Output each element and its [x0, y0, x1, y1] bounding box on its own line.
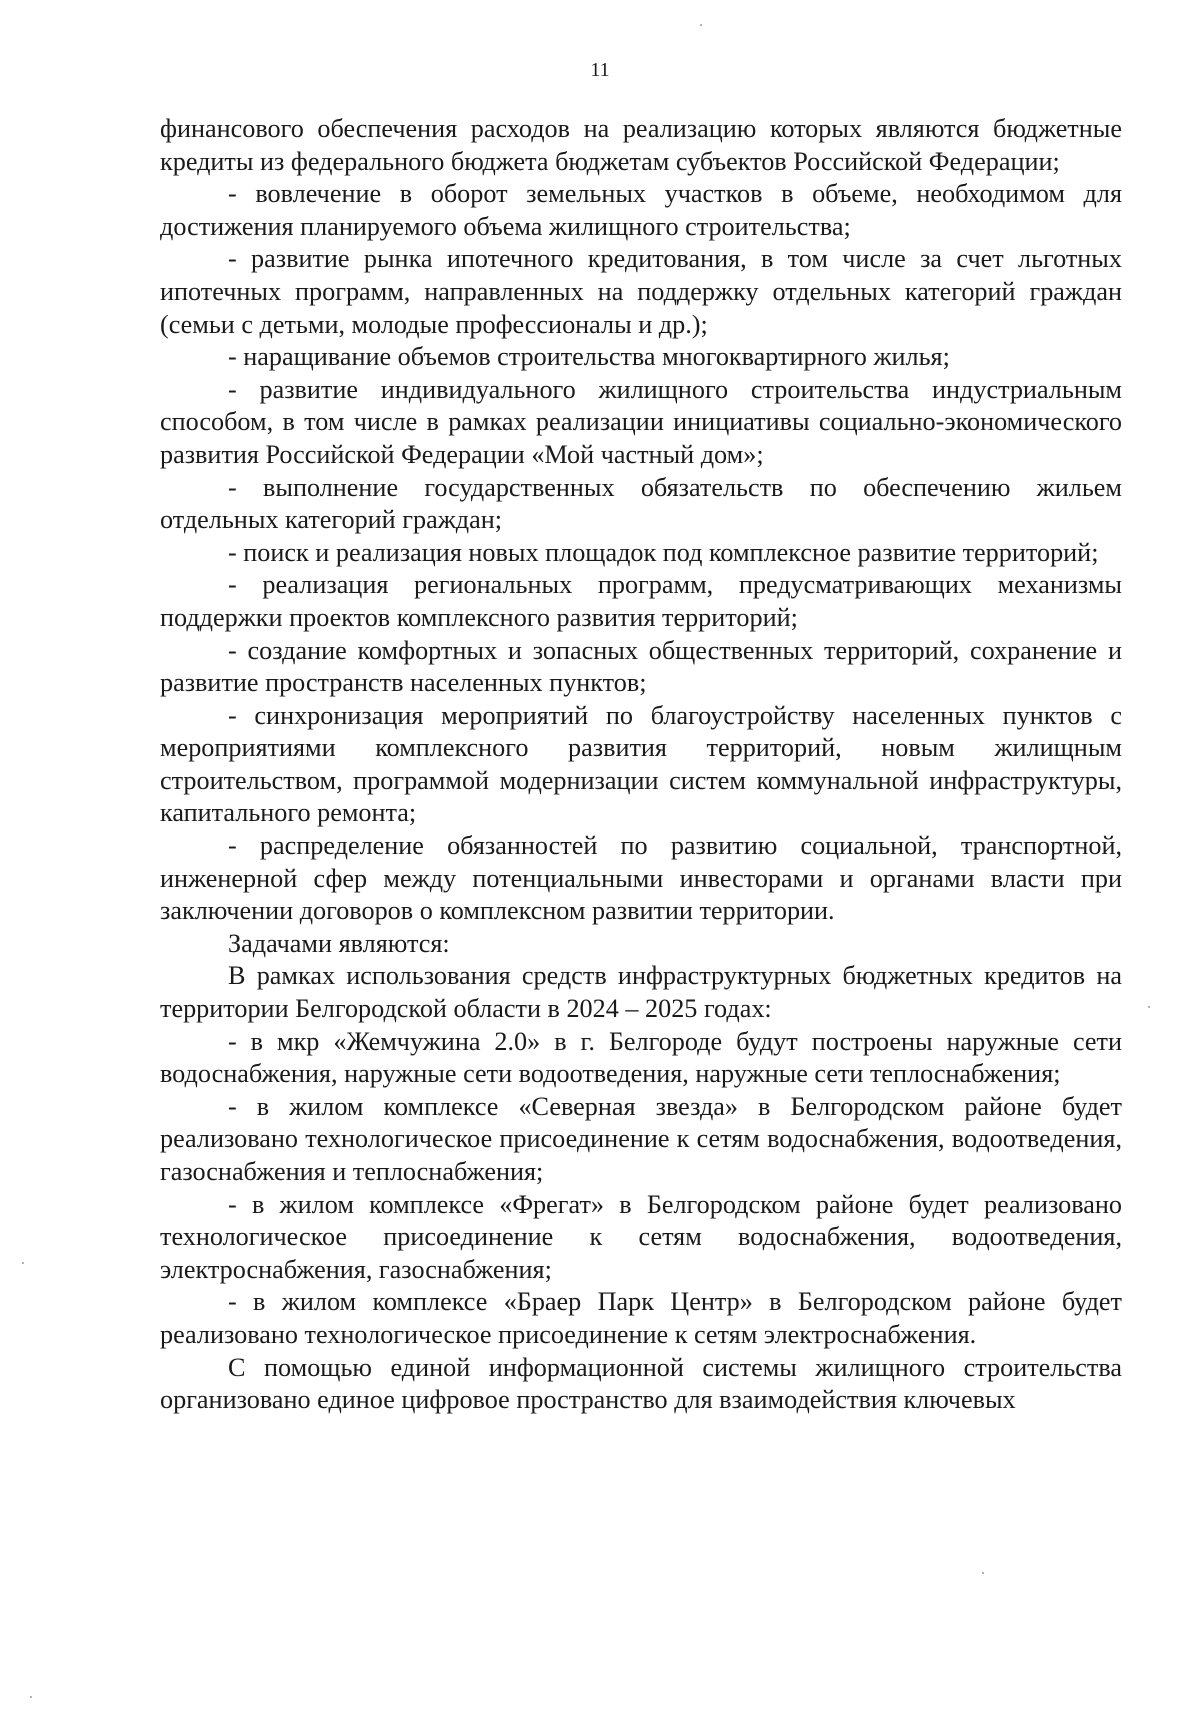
list-item-regional-programs: - реализация региональных программ, предусматривающих механизмы поддержки проектов комплексного развития территорий; — [160, 570, 1122, 632]
list-item-synchronization: - синхронизация мероприятий по благоустройству населенных пунктов с мероприятиями комплексного развития территорий, новым жилищным строительством, программой модернизации систем коммунальной инфраструктуры, капитального ремонта; — [160, 700, 1122, 828]
tasks-heading: Задачами являются: — [228, 928, 450, 958]
list-item-new-sites: - поиск и реализация новых площадок под комплексное развитие территорий; — [228, 537, 1099, 567]
scan-speck — [30, 1696, 32, 1698]
paragraph-information-system: С помощью единой информационной системы жилищного строительства организовано единое цифровое пространство для взаимодействия ключевых — [160, 1352, 1122, 1415]
list-item-individual-housing: - развитие индивидуального жилищного строительства индустриальным способом, в том числе в рамках реализации инициативы социально-экономического развития Российской Федерации «Мой частный дом»; — [160, 374, 1122, 469]
list-item-public-spaces: - создание комфортных и зопасных общественных территорий, сохранение и развитие пространств населенных пунктов; — [160, 635, 1122, 698]
paragraph-continuation: финансового обеспечения расходов на реализацию которых являются бюджетные кредиты из федерального бюджета бюджетам субъектов Российской Федерации; — [160, 114, 1122, 176]
list-item-land-involvement: - вовлечение в оборот земельных участков в объеме, необходимом для достижения планируемого объема жилищного строительства; — [160, 179, 1122, 241]
list-item-braer-park: - в жилом комплексе «Браер Парк Центр» в Белгородском районе будет реализовано технологическое присоединение к сетям электроснабжения. — [160, 1287, 1122, 1349]
page-number: 11 — [590, 59, 610, 81]
scan-speck — [982, 1572, 984, 1574]
document-body — [160, 113, 1122, 1417]
list-item-mortgage-market: - развитие рынка ипотечного кредитования, в том числе за счет льготных ипотечных программ, направленных на поддержку отдельных категорий граждан (семьи с детьми, молодые профессионалы и др.); — [160, 244, 1122, 339]
paragraph-infrastructure-credits: В рамках использования средств инфраструктурных бюджетных кредитов на территории Белгородской области в 2024 – 2025 годах: — [160, 961, 1122, 1024]
scan-speck — [700, 24, 702, 26]
list-item-fregat: - в жилом комплексе «Фрегат» в Белгородском районе будет реализовано технологическое присоединение к сетям водоснабжения, водоотведения, электроснабжения, газоснабжения; — [160, 1189, 1122, 1284]
scan-speck — [22, 1262, 24, 1264]
list-item-responsibilities: - распределение обязанностей по развитию социальной, транспортной, инженерной сфер между потенциальными инвесторами и органами власти при заключении договоров о комплексном развитии территории. — [160, 831, 1122, 926]
list-item-zhemchuzhina: - в мкр «Жемчужина 2.0» в г. Белгороде будут построены наружные сети водоснабжения, наружные сети водоотведения, наружные сети теплоснабжения; — [160, 1026, 1122, 1089]
list-item-state-obligations: - выполнение государственных обязательств по обеспечению жильем отдельных категорий граждан; — [160, 472, 1122, 535]
list-item-severnaya-zvezda: - в жилом комплексе «Северная звезда» в Белгородском районе будет реализовано технологическое присоединение к сетям водоснабжения, водоотведения, газоснабжения и теплоснабжения; — [160, 1091, 1122, 1186]
scan-speck — [1148, 1006, 1150, 1008]
list-item-apartment-construction: - наращивание объемов строительства многоквартирного жилья; — [228, 342, 950, 372]
